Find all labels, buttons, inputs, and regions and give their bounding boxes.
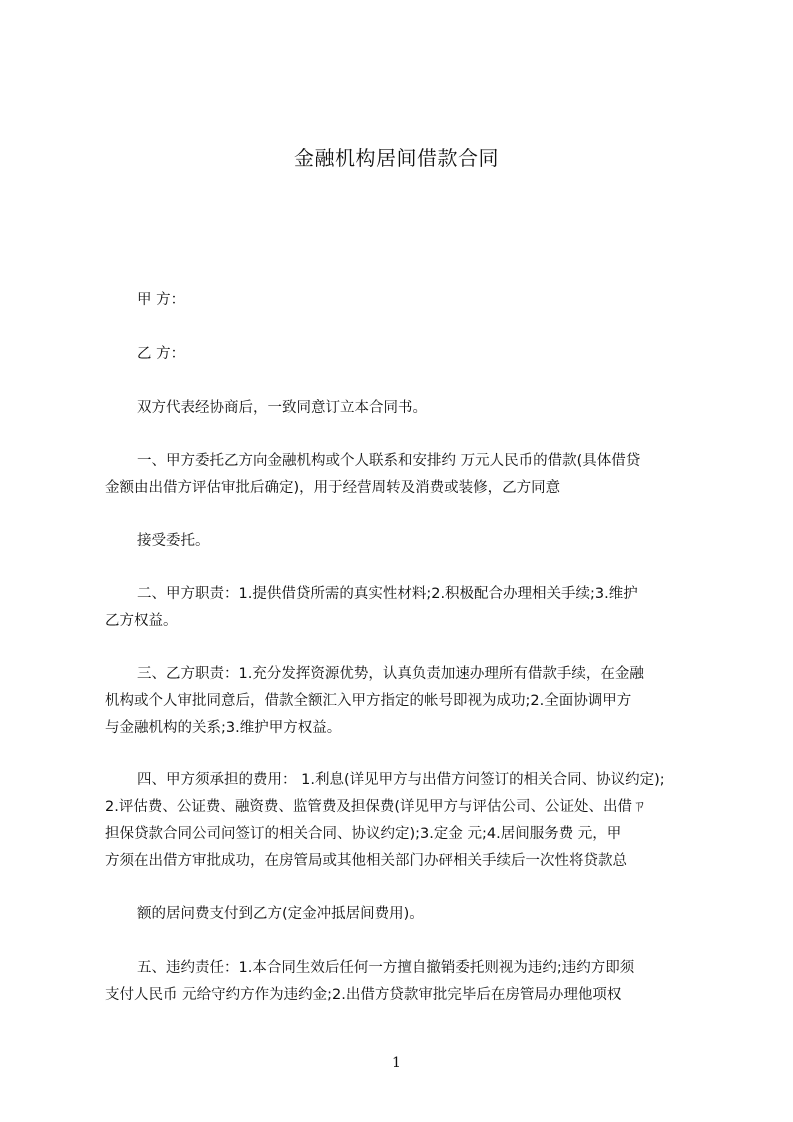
clause-2-line-1: 二、甲方职责：1.提供借贷所需的真实性材料;2.积极配合办理相关手续;3.维护	[137, 586, 638, 602]
intro-paragraph: 双方代表经协商后，一致同意订立本合同书。	[137, 400, 427, 416]
clause-2-line-2: 乙方权益。	[105, 613, 178, 629]
clause-4-line-1: 四、甲方须承担的费用： 1.利息(详见甲方与出借方问签订的相关合同、协议约定);	[137, 772, 665, 788]
clause-5-line-1: 五、违约责任：1.本合同生效后任何一方擅自撤销委托则视为违约;违约方即须	[137, 960, 635, 976]
clause-4-line-2: 2.评估费、公证费、融资费、监管费及担保费(详见甲方与评估公司、公证处、出借ㄗ	[105, 799, 647, 815]
document-title: 金融机构居间借款合同	[294, 146, 499, 170]
party-b-line: 乙 方：	[137, 346, 186, 362]
clause-1-line-3: 接受委托。	[137, 533, 210, 549]
clause-3-line-3: 与金融机构的关系;3.维护甲方权益。	[105, 720, 342, 736]
clause-1-line-1: 一、甲方委托乙方向金融机构或个人联系和安排约 万元人民币的借款(具体借贷	[137, 453, 641, 469]
clause-4-line-5: 额的居问费支付到乙方(定金冲抵居间费用)。	[137, 906, 424, 922]
clause-3-line-2: 机构或个人审批同意后，借款全额汇入甲方指定的帐号即视为成功;2.全面协调甲方	[105, 693, 632, 709]
clause-1-line-2: 金额由出借方评估审批后确定)，用于经营周转及消费或装修，乙方同意	[105, 480, 561, 496]
clause-4-line-3: 担保贷款合同公司问签订的相关合同、协议约定);3.定金 元;4.居间服务费 元，甲	[105, 826, 622, 842]
clause-5-line-2: 支付人民币 元给守约方作为违约金;2.出借方贷款审批完毕后在房管局办理他项权	[105, 987, 622, 1003]
clause-3-line-1: 三、乙方职责：1.充分发挥资源优势，认真负责加速办理所有借款手续，在金融	[137, 666, 644, 682]
page-number: 1	[392, 1055, 401, 1071]
party-a-line: 甲 方：	[137, 292, 186, 308]
clause-4-line-4: 方须在出借方审批成功，在房管局或其他相关部门办砰相关手续后一次性将贷款总	[105, 853, 627, 869]
